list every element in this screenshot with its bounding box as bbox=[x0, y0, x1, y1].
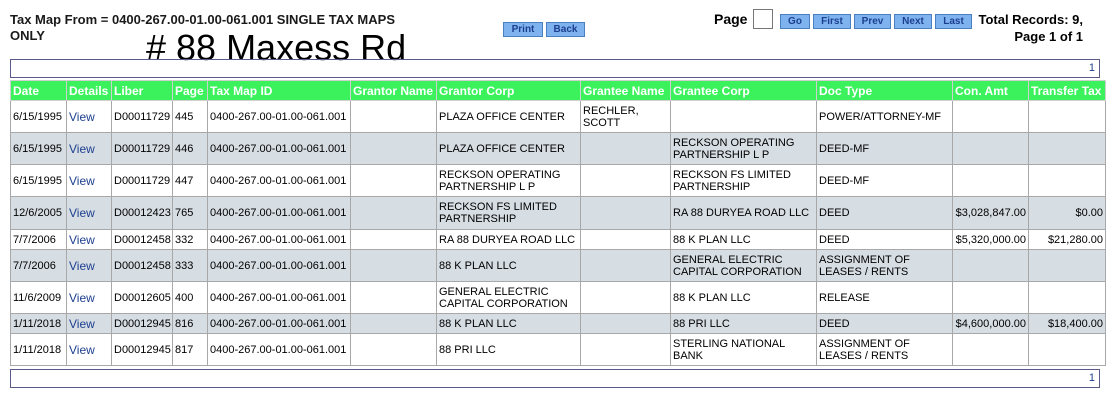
row-grantee-name bbox=[581, 133, 671, 165]
column-header-doc-type: Doc Type bbox=[817, 81, 953, 101]
row-grantor-corp: GENERAL ELECTRIC CAPITAL CORPORATION bbox=[437, 282, 581, 314]
row-date: 6/15/1995 bbox=[11, 101, 67, 133]
page-title: Tax Map From = 0400-267.00-01.00-061.001 SINGLE TAX MAPS ONLY bbox=[10, 12, 395, 43]
row-liber: D00011729 bbox=[112, 133, 173, 165]
row-grantor-corp: RECKSON FS LIMITED PARTNERSHIP bbox=[437, 197, 581, 230]
row-tax-map-id: 0400-267.00-01.00-061.001 bbox=[208, 230, 351, 250]
table-row bbox=[11, 250, 1106, 282]
row-grantor-name bbox=[351, 101, 437, 133]
back-button[interactable]: Back bbox=[546, 22, 585, 37]
row-tax-map-id: 0400-267.00-01.00-061.001 bbox=[208, 133, 351, 165]
row-grantor-name bbox=[351, 165, 437, 197]
row-grantee-name bbox=[581, 197, 671, 230]
row-grantee-name bbox=[581, 334, 671, 366]
row-date: 6/15/1995 bbox=[11, 133, 67, 165]
column-header-details: Details bbox=[67, 81, 112, 101]
row-page: 333 bbox=[173, 250, 208, 282]
row-grantee-corp: GENERAL ELECTRIC CAPITAL CORPORATION bbox=[671, 250, 817, 282]
row-liber: D00012423 bbox=[112, 197, 173, 230]
row-con-amt bbox=[953, 165, 1029, 197]
table-row bbox=[11, 197, 1106, 230]
table-row bbox=[11, 314, 1106, 334]
row-doc-type: DEED-MF bbox=[817, 133, 953, 165]
table-row bbox=[11, 334, 1106, 366]
row-grantee-corp bbox=[671, 101, 817, 133]
row-page: 447 bbox=[173, 165, 208, 197]
print-button[interactable]: Print bbox=[503, 22, 543, 37]
column-header-grantee-name: Grantee Name bbox=[581, 81, 671, 101]
row-date: 7/7/2006 bbox=[11, 230, 67, 250]
row-transfer-tax bbox=[1029, 250, 1106, 282]
row-grantor-corp: PLAZA OFFICE CENTER bbox=[437, 101, 581, 133]
row-page: 445 bbox=[173, 101, 208, 133]
table-row bbox=[11, 282, 1106, 314]
row-transfer-tax bbox=[1029, 101, 1106, 133]
row-con-amt: $5,320,000.00 bbox=[953, 230, 1029, 250]
first-button[interactable]: First bbox=[813, 14, 851, 29]
pager-top bbox=[10, 59, 1100, 78]
column-header-transfer-tax: Transfer Tax bbox=[1029, 81, 1106, 101]
row-view-link[interactable]: View bbox=[67, 314, 112, 334]
page-label: Page bbox=[714, 11, 748, 27]
row-date: 12/6/2005 bbox=[11, 197, 67, 230]
table-row bbox=[11, 230, 1106, 250]
row-grantee-corp: 88 K PLAN LLC bbox=[671, 230, 817, 250]
row-date: 6/15/1995 bbox=[11, 165, 67, 197]
row-liber: D00011729 bbox=[112, 165, 173, 197]
page-of-count: Page 1 of 1 bbox=[1014, 29, 1083, 44]
row-view-link[interactable]: View bbox=[67, 165, 112, 197]
column-header-liber: Liber bbox=[112, 81, 173, 101]
row-liber: D00012945 bbox=[112, 314, 173, 334]
row-grantor-corp: 88 K PLAN LLC bbox=[437, 314, 581, 334]
row-page: 446 bbox=[173, 133, 208, 165]
row-grantor-name bbox=[351, 250, 437, 282]
row-date: 7/7/2006 bbox=[11, 250, 67, 282]
row-view-link[interactable]: View bbox=[67, 197, 112, 230]
row-doc-type: POWER/ATTORNEY-MF bbox=[817, 101, 953, 133]
row-con-amt bbox=[953, 133, 1029, 165]
row-doc-type: ASSIGNMENT OF LEASES / RENTS bbox=[817, 250, 953, 282]
row-con-amt: $4,600,000.00 bbox=[953, 314, 1029, 334]
row-tax-map-id: 0400-267.00-01.00-061.001 bbox=[208, 101, 351, 133]
column-header-grantee-corp: Grantee Corp bbox=[671, 81, 817, 101]
row-page: 817 bbox=[173, 334, 208, 366]
row-grantor-name bbox=[351, 230, 437, 250]
row-grantor-name bbox=[351, 282, 437, 314]
row-grantee-name: RECHLER, SCOTT bbox=[581, 101, 671, 133]
row-con-amt bbox=[953, 250, 1029, 282]
column-header-tax-map-id: Tax Map ID bbox=[208, 81, 351, 101]
column-header-grantor-corp: Grantor Corp bbox=[437, 81, 581, 101]
table-row bbox=[11, 165, 1106, 197]
pager-top-page-link[interactable]: 1 bbox=[1088, 62, 1095, 74]
row-doc-type: DEED bbox=[817, 230, 953, 250]
row-grantee-name bbox=[581, 314, 671, 334]
row-view-link[interactable]: View bbox=[67, 133, 112, 165]
row-grantor-name bbox=[351, 133, 437, 165]
row-grantee-name bbox=[581, 230, 671, 250]
address-overlay: # 88 Maxess Rd bbox=[146, 27, 407, 68]
row-transfer-tax bbox=[1029, 334, 1106, 366]
row-view-link[interactable]: View bbox=[67, 101, 112, 133]
column-header-grantor-name: Grantor Name bbox=[351, 81, 437, 101]
row-grantor-corp: 88 K PLAN LLC bbox=[437, 250, 581, 282]
row-doc-type: DEED bbox=[817, 314, 953, 334]
prev-button[interactable]: Prev bbox=[854, 14, 891, 29]
row-liber: D00012458 bbox=[112, 230, 173, 250]
table-row bbox=[11, 101, 1106, 133]
column-header-date: Date bbox=[11, 81, 67, 101]
row-transfer-tax: $21,280.00 bbox=[1029, 230, 1106, 250]
row-grantee-corp: RA 88 DURYEA ROAD LLC bbox=[671, 197, 817, 230]
row-transfer-tax bbox=[1029, 165, 1106, 197]
row-grantee-corp: RECKSON OPERATING PARTNERSHIP L P bbox=[671, 133, 817, 165]
row-grantor-name bbox=[351, 314, 437, 334]
pager-bottom bbox=[10, 369, 1100, 388]
row-doc-type: RELEASE bbox=[817, 282, 953, 314]
row-con-amt bbox=[953, 101, 1029, 133]
row-grantee-name bbox=[581, 165, 671, 197]
row-view-link[interactable]: View bbox=[67, 282, 112, 314]
row-tax-map-id: 0400-267.00-01.00-061.001 bbox=[208, 334, 351, 366]
row-tax-map-id: 0400-267.00-01.00-061.001 bbox=[208, 197, 351, 230]
row-grantor-corp: RECKSON OPERATING PARTNERSHIP L P bbox=[437, 165, 581, 197]
row-grantee-name bbox=[581, 282, 671, 314]
row-tax-map-id: 0400-267.00-01.00-061.001 bbox=[208, 282, 351, 314]
row-view-link[interactable]: View bbox=[67, 334, 112, 366]
row-grantor-name bbox=[351, 334, 437, 366]
column-header-page: Page bbox=[173, 81, 208, 101]
row-tax-map-id: 0400-267.00-01.00-061.001 bbox=[208, 250, 351, 282]
row-con-amt bbox=[953, 334, 1029, 366]
row-transfer-tax: $0.00 bbox=[1029, 197, 1106, 230]
row-doc-type: DEED-MF bbox=[817, 165, 953, 197]
deeds-table bbox=[10, 80, 1106, 366]
column-header-con-amt: Con. Amt bbox=[953, 81, 1029, 101]
table-row bbox=[11, 133, 1106, 165]
row-grantee-name bbox=[581, 250, 671, 282]
row-date: 1/11/2018 bbox=[11, 334, 67, 366]
row-liber: D00012458 bbox=[112, 250, 173, 282]
row-date: 11/6/2009 bbox=[11, 282, 67, 314]
row-con-amt bbox=[953, 282, 1029, 314]
row-liber: D00011729 bbox=[112, 101, 173, 133]
row-page: 816 bbox=[173, 314, 208, 334]
page-number-input[interactable] bbox=[753, 9, 773, 29]
row-grantor-name bbox=[351, 197, 437, 230]
row-grantee-corp: 88 PRI LLC bbox=[671, 314, 817, 334]
row-grantee-corp: STERLING NATIONAL BANK bbox=[671, 334, 817, 366]
pager-bottom-page-link[interactable]: 1 bbox=[1088, 372, 1095, 384]
table-header-row bbox=[11, 81, 1106, 101]
row-page: 765 bbox=[173, 197, 208, 230]
row-liber: D00012945 bbox=[112, 334, 173, 366]
row-page: 332 bbox=[173, 230, 208, 250]
row-liber: D00012605 bbox=[112, 282, 173, 314]
row-tax-map-id: 0400-267.00-01.00-061.001 bbox=[208, 314, 351, 334]
row-transfer-tax bbox=[1029, 133, 1106, 165]
next-button[interactable]: Next bbox=[894, 14, 932, 29]
row-view-link[interactable]: View bbox=[67, 250, 112, 282]
total-records bbox=[960, 11, 1083, 45]
row-grantee-corp: 88 K PLAN LLC bbox=[671, 282, 817, 314]
row-date: 1/11/2018 bbox=[11, 314, 67, 334]
row-transfer-tax: $18,400.00 bbox=[1029, 314, 1106, 334]
row-view-link[interactable]: View bbox=[67, 230, 112, 250]
row-con-amt: $3,028,847.00 bbox=[953, 197, 1029, 230]
row-grantee-corp: RECKSON FS LIMITED PARTNERSHIP bbox=[671, 165, 817, 197]
row-page: 400 bbox=[173, 282, 208, 314]
row-grantor-corp: PLAZA OFFICE CENTER bbox=[437, 133, 581, 165]
row-grantor-corp: 88 PRI LLC bbox=[437, 334, 581, 366]
total-records-count: Total Records: 9, bbox=[978, 12, 1083, 27]
row-doc-type: DEED bbox=[817, 197, 953, 230]
go-button[interactable]: Go bbox=[780, 14, 810, 29]
row-transfer-tax bbox=[1029, 282, 1106, 314]
row-grantor-corp: RA 88 DURYEA ROAD LLC bbox=[437, 230, 581, 250]
row-doc-type: ASSIGNMENT OF LEASES / RENTS bbox=[817, 334, 953, 366]
row-tax-map-id: 0400-267.00-01.00-061.001 bbox=[208, 165, 351, 197]
last-button[interactable]: Last bbox=[935, 14, 972, 29]
